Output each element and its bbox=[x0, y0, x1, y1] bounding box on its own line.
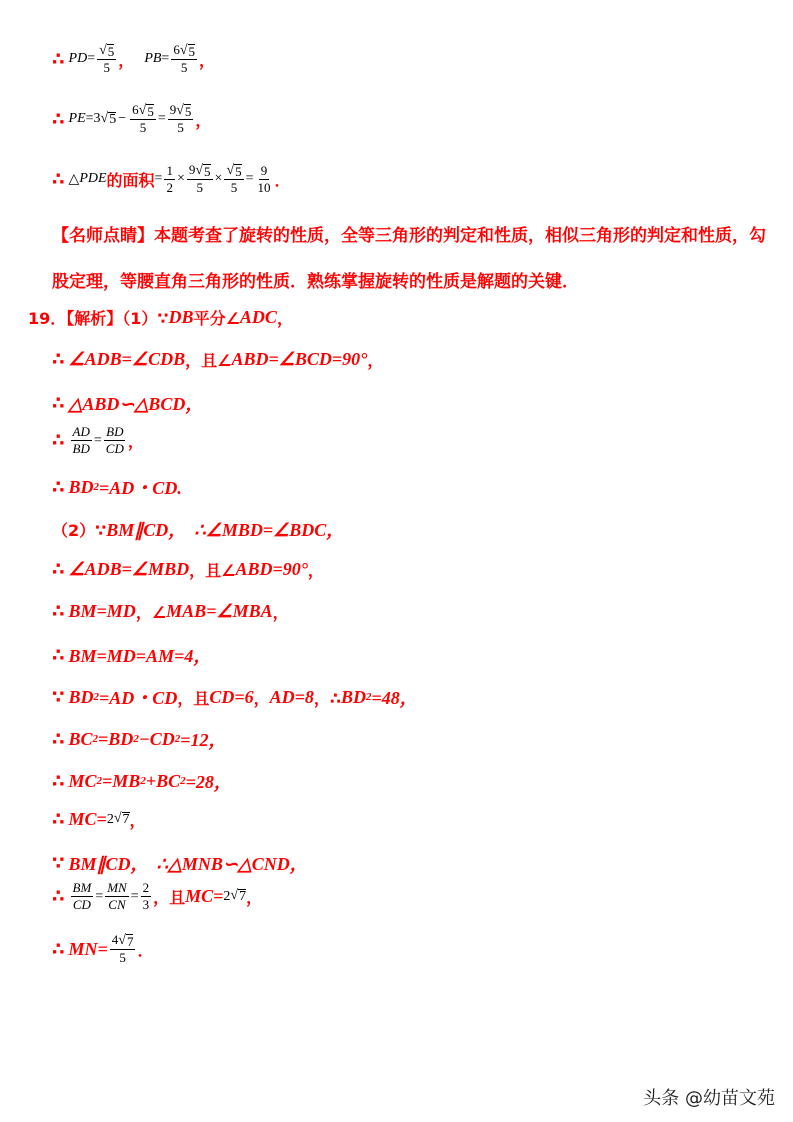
fraction bbox=[97, 42, 116, 76]
var-pb: PB bbox=[144, 51, 162, 66]
step-6: ∴ BM=MD ，∠ MAB=∠MBA ， bbox=[52, 601, 289, 622]
therefore-symbol: ∴ bbox=[52, 168, 65, 190]
denominator: 5 bbox=[103, 60, 110, 75]
fraction: 6 √ 5 5 bbox=[132, 102, 154, 135]
numerator: √ 5 bbox=[99, 43, 115, 59]
comma: ， bbox=[118, 50, 135, 70]
var-pd: PD bbox=[68, 51, 88, 66]
q19-header: 19．【解析】（1）∵ DB 平分∠ ADC ， bbox=[28, 307, 293, 328]
math-expression bbox=[144, 42, 199, 76]
equals: = bbox=[161, 51, 170, 66]
math-expression bbox=[69, 42, 119, 76]
fraction bbox=[171, 42, 197, 76]
math-expression: △ PDE bbox=[68, 171, 107, 187]
area-label: 的面积 bbox=[106, 170, 155, 190]
math-expression: PE = 3 √ 5 − 6 √ 5 5 = 9 √ 5 5 bbox=[68, 102, 192, 135]
therefore-symbol: ∴ bbox=[52, 48, 65, 70]
part-2-header: （2）∵ BM∥CD， ∴∠MBD=∠BDC， bbox=[52, 520, 345, 540]
comma: ， bbox=[199, 50, 216, 70]
watermark: 头条 @幼苗文苑 bbox=[643, 1088, 775, 1109]
numerator: 6 √ 5 bbox=[173, 42, 196, 59]
step-3: ∴ $\frac{AD}{BD}$ = $\frac{BD}{CD}$ ， bbox=[52, 424, 144, 456]
therefore-symbol: ∴ bbox=[52, 108, 65, 130]
teacher-note: 【名师点睛】本题考查了旋转的性质，全等三角形的判定和性质，相似三角形的判定和性质，勾股定理，等腰直角三角形的性质．熟练掌握旋转的性质是解题的关键． bbox=[52, 226, 766, 292]
step-2: ∴ △ABD∽△BCD， bbox=[52, 392, 204, 414]
step-5: ∴ ∠ADB=∠MBD ，且∠ ABD=90° ， bbox=[52, 559, 324, 580]
step-14: ∴ MN= 4 √ 7 5 ． bbox=[52, 932, 154, 965]
step-8: ∵ BD 2 =AD・CD ，且 CD=6 ， AD=8 ，∴ BD 2 =48， bbox=[52, 686, 418, 708]
line-area-pde: ∴ △ PDE 的面积 = $\frac{1}{2}$ × 9 √ 5 5 × √ 5 5 = $\frac{9}{10}$ ． bbox=[52, 162, 291, 195]
line-pd-pb bbox=[52, 42, 215, 76]
step-7: ∴ BM=MD=AM=4， bbox=[52, 644, 212, 666]
denominator: 5 bbox=[180, 60, 188, 75]
equals: = bbox=[87, 51, 96, 66]
fraction: 9 √ 5 5 bbox=[169, 102, 192, 135]
step-9: ∴ BC 2 =BD 2 −CD 2 =12， bbox=[52, 728, 227, 750]
var-pe: PE bbox=[68, 111, 86, 126]
line-pe bbox=[52, 102, 211, 136]
step-13: ∴ $\frac{BM}{CD}$ = $\frac{MN}{CN}$ = $\frac{2}{3}$ ，且 MC= 2 √ 7 ， bbox=[52, 880, 263, 912]
step-4: ∴ BD 2 =AD・CD. bbox=[52, 476, 182, 498]
math-expression: = $\frac{1}{2}$ × 9 √ 5 5 × √ 5 5 = $\frac{9}{10}$ bbox=[154, 162, 271, 195]
step-11: ∴ MC= 2 √ 7 ， bbox=[52, 809, 146, 830]
step-12: ∵ BM∥CD， ∴△MNB∽△CND， bbox=[52, 852, 308, 874]
comma: ， bbox=[195, 110, 212, 130]
step-1: ∴ ∠ADB=∠CDB ，且∠ ABD=∠BCD=90° ， bbox=[52, 349, 384, 370]
step-10: ∴ MC 2 =MB 2 +BC 2 =28， bbox=[52, 770, 232, 792]
